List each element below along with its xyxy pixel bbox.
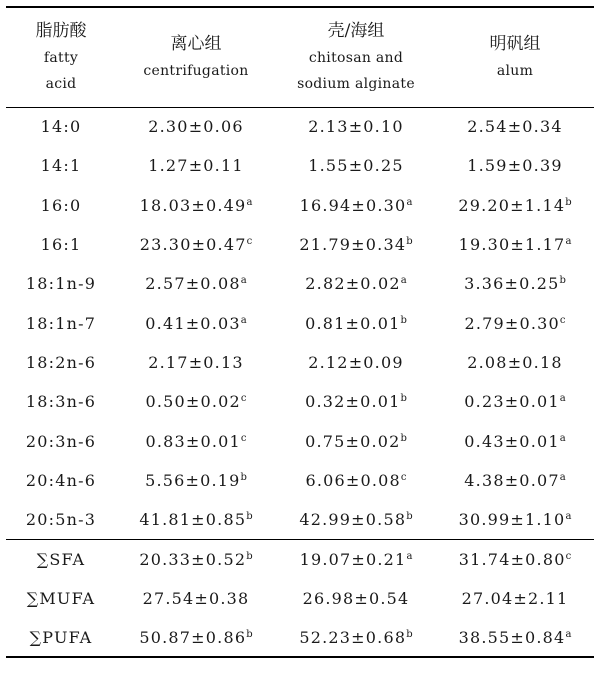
- header-chitosan-en-line1: chitosan and: [308, 50, 404, 67]
- cell-value: 5.56±0.19: [145, 470, 241, 490]
- cell-value: 2.13±0.10: [308, 117, 404, 137]
- cell-fatty-acid: ∑MUFA: [26, 588, 96, 608]
- header-alum: [436, 7, 594, 107]
- cell-value: 19.30±1.17: [458, 235, 566, 255]
- significance-letter: a: [406, 550, 413, 562]
- cell-value: 18.03±0.49: [139, 195, 247, 215]
- cell-value: 26.98±0.54: [302, 588, 410, 608]
- cell-alum: [436, 539, 594, 578]
- cell-chitosan: [276, 539, 436, 578]
- significance-letter: a: [565, 236, 572, 248]
- cell-value: 2.54±0.34: [467, 117, 563, 137]
- significance-letter: b: [246, 510, 253, 522]
- table-header: [6, 7, 594, 107]
- significance-letter: b: [406, 628, 413, 640]
- header-alum-zh: 明矾组: [489, 34, 541, 55]
- header-centrifugation: [116, 7, 276, 107]
- cell-fatty-acid: 14:1: [40, 156, 82, 176]
- cell-chitosan: [276, 264, 436, 303]
- table-row: [6, 421, 594, 460]
- cell-value: 16.94±0.30: [299, 195, 407, 215]
- table-row: [6, 500, 594, 539]
- cell-value: 29.20±1.14: [458, 195, 566, 215]
- table-row: [6, 264, 594, 303]
- cell-chitosan: [276, 382, 436, 421]
- table-row: [6, 303, 594, 342]
- cell-centrifugation: [116, 618, 276, 657]
- header-alum-en: alum: [496, 63, 534, 80]
- significance-letter: c: [246, 236, 253, 248]
- cell-centrifugation: [116, 500, 276, 539]
- cell-centrifugation: [116, 303, 276, 342]
- cell-value: 0.41±0.03: [145, 313, 241, 333]
- cell-chitosan: [276, 107, 436, 146]
- cell-value: 2.17±0.13: [148, 352, 244, 372]
- table-row: [6, 461, 594, 500]
- cell-value: 2.57±0.08: [145, 274, 241, 294]
- cell-chitosan: [276, 146, 436, 185]
- significance-letter: a: [559, 432, 566, 444]
- cell-centrifugation: [116, 382, 276, 421]
- cell-value: 6.06±0.08: [305, 470, 401, 490]
- cell-fatty-acid: 20:3n-6: [25, 431, 97, 451]
- cell-value: 31.74±0.80: [458, 549, 566, 569]
- cell-value: 38.55±0.84: [458, 627, 566, 647]
- cell-fatty-acid: ∑SFA: [6, 539, 116, 578]
- cell-centrifugation: [116, 146, 276, 185]
- significance-letter: a: [240, 275, 247, 287]
- cell-value: 1.59±0.39: [467, 156, 563, 176]
- table-row: [6, 225, 594, 264]
- table-row: [6, 618, 594, 657]
- cell-centrifugation: [116, 225, 276, 264]
- significance-letter: c: [240, 393, 247, 405]
- header-fatty-acid-en-line2: acid: [45, 76, 77, 93]
- significance-letter: b: [565, 196, 572, 208]
- header-fatty-acid-en-line1: fatty: [43, 50, 79, 67]
- cell-chitosan: [276, 303, 436, 342]
- significance-letter: c: [559, 314, 566, 326]
- significance-letter: a: [565, 628, 572, 640]
- significance-letter: a: [246, 196, 253, 208]
- cell-chitosan: [276, 461, 436, 500]
- cell-chitosan: [276, 186, 436, 225]
- header-fatty-acid-zh: 脂肪酸: [35, 21, 87, 42]
- significance-letter: c: [400, 471, 407, 483]
- cell-fatty-acid: 18:3n-6: [25, 392, 97, 412]
- header-centrifugation-zh: 离心组: [170, 34, 222, 55]
- cell-alum: [436, 225, 594, 264]
- cell-centrifugation: [116, 461, 276, 500]
- cell-centrifugation: [116, 343, 276, 382]
- cell-fatty-acid: ∑PUFA: [6, 618, 116, 657]
- cell-fatty-acid: 20:5n-3: [25, 509, 97, 529]
- cell-centrifugation: [116, 539, 276, 578]
- cell-value: 2.30±0.06: [148, 117, 244, 137]
- cell-alum: [436, 264, 594, 303]
- cell-value: 42.99±0.58: [299, 509, 407, 529]
- significance-letter: b: [400, 314, 407, 326]
- significance-letter: a: [559, 393, 566, 405]
- cell-value: 0.50±0.02: [145, 392, 241, 412]
- table-row: [6, 579, 594, 618]
- significance-letter: b: [400, 393, 407, 405]
- cell-centrifugation: [116, 264, 276, 303]
- cell-value: 0.83±0.01: [145, 431, 241, 451]
- cell-alum: [436, 146, 594, 185]
- significance-letter: b: [240, 471, 247, 483]
- cell-alum: [436, 303, 594, 342]
- cell-value: 0.23±0.01: [464, 392, 560, 412]
- cell-alum: [436, 343, 594, 382]
- cell-fatty-acid: 18:1n-7: [25, 313, 97, 333]
- significance-letter: a: [565, 510, 572, 522]
- cell-value: 4.38±0.07: [464, 470, 560, 490]
- cell-fatty-acid: 20:4n-6: [25, 470, 97, 490]
- cell-value: 19.07±0.21: [299, 549, 407, 569]
- cell-centrifugation: [116, 186, 276, 225]
- header-centrifugation-en: centrifugation: [143, 63, 249, 80]
- table-row: [6, 107, 594, 146]
- cell-value: 27.04±2.11: [461, 588, 569, 608]
- cell-centrifugation: [116, 421, 276, 460]
- cell-value: 2.12±0.09: [308, 352, 404, 372]
- cell-value: 27.54±0.38: [142, 588, 250, 608]
- cell-value: 0.75±0.02: [305, 431, 401, 451]
- significance-letter: b: [406, 236, 413, 248]
- table-row: [6, 146, 594, 185]
- cell-fatty-acid: 14:0: [40, 117, 82, 137]
- cell-value: 0.81±0.01: [305, 313, 401, 333]
- cell-alum: [436, 618, 594, 657]
- cell-fatty-acid: 16:1: [40, 235, 82, 255]
- cell-chitosan: [276, 421, 436, 460]
- fatty-acid-table: [6, 6, 594, 658]
- cell-alum: [436, 500, 594, 539]
- cell-chitosan: [276, 500, 436, 539]
- significance-letter: b: [246, 550, 253, 562]
- cell-centrifugation: [116, 107, 276, 146]
- cell-value: 0.43±0.01: [464, 431, 560, 451]
- cell-value: 2.79±0.30: [464, 313, 560, 333]
- cell-value: 1.27±0.11: [148, 156, 244, 176]
- header-fatty-acid: [6, 7, 116, 107]
- cell-value: 30.99±1.10: [458, 509, 566, 529]
- significance-letter: c: [240, 432, 247, 444]
- cell-value: 41.81±0.85: [139, 509, 247, 529]
- table-row: [6, 186, 594, 225]
- cell-alum: [436, 579, 594, 618]
- cell-chitosan: [276, 618, 436, 657]
- header-chitosan: [276, 7, 436, 107]
- cell-chitosan: [276, 225, 436, 264]
- cell-centrifugation: [116, 579, 276, 618]
- cell-fatty-acid: 18:2n-6: [25, 352, 97, 372]
- cell-value: 23.30±0.47: [139, 235, 247, 255]
- cell-alum: [436, 107, 594, 146]
- header-row: [6, 7, 594, 107]
- cell-alum: [436, 186, 594, 225]
- cell-value: 50.87±0.86: [139, 627, 247, 647]
- significance-letter: a: [400, 275, 407, 287]
- header-chitosan-en-line2: sodium alginate: [297, 76, 415, 93]
- cell-value: 21.79±0.34: [299, 235, 407, 255]
- cell-value: 1.55±0.25: [308, 156, 404, 176]
- cell-fatty-acid: 16:0: [40, 195, 82, 215]
- cell-fatty-acid: 18:1n-9: [25, 274, 97, 294]
- table-row: [6, 539, 594, 578]
- significance-letter: b: [406, 510, 413, 522]
- significance-letter: b: [559, 275, 566, 287]
- significance-letter: a: [559, 471, 566, 483]
- cell-alum: [436, 421, 594, 460]
- header-chitosan-zh: 壳/海组: [327, 21, 385, 42]
- cell-alum: [436, 461, 594, 500]
- cell-alum: [436, 382, 594, 421]
- significance-letter: a: [406, 196, 413, 208]
- significance-letter: b: [400, 432, 407, 444]
- cell-value: 0.32±0.01: [305, 392, 401, 412]
- significance-letter: a: [240, 314, 247, 326]
- table-row: [6, 382, 594, 421]
- cell-value: 2.08±0.18: [467, 352, 563, 372]
- significance-letter: b: [246, 628, 253, 640]
- significance-letter: c: [565, 550, 572, 562]
- cell-value: 20.33±0.52: [139, 549, 247, 569]
- cell-value: 2.82±0.02: [305, 274, 401, 294]
- table-body: [6, 107, 594, 657]
- cell-value: 3.36±0.25: [464, 274, 560, 294]
- cell-chitosan: [276, 579, 436, 618]
- cell-chitosan: [276, 343, 436, 382]
- table-row: [6, 343, 594, 382]
- cell-value: 52.23±0.68: [299, 627, 407, 647]
